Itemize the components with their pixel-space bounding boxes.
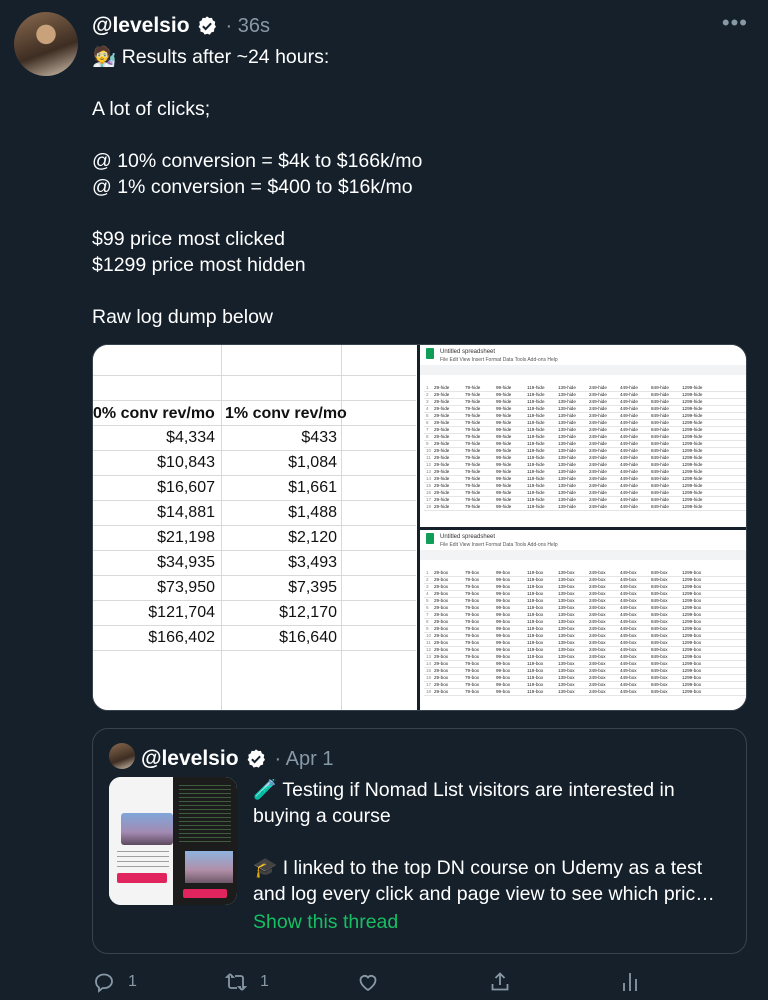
log-row: 3 29-box 79-box 99-box 119-box 139-box 249-box 449-box 849-box 1299-box: [424, 584, 747, 591]
rev-10pct-cell: $34,935: [157, 554, 215, 571]
rev-1pct-cell: $16,640: [279, 629, 337, 646]
log-row: 6 29-box 79-box 99-box 119-box 139-box 249-box 449-box 849-box 1299-box: [424, 605, 747, 612]
log-row: 2 29-box 79-box 99-box 119-box 139-box 249-box 449-box 849-box 1299-box: [424, 577, 747, 584]
hide-log-spreadsheet-image[interactable]: [420, 345, 747, 527]
log-row: 9 29-box 79-box 99-box 119-box 139-box 249-box 449-box 849-box 1299-box: [424, 626, 747, 633]
rev-1pct-cell: $1,661: [288, 479, 337, 496]
log-row: 8 29-hide 79-hide 99-hide 119-hide 139-hide 249-hide 449-hide 849-hide 1299-hide: [424, 434, 747, 441]
rev-10pct-cell: $16,607: [157, 479, 215, 496]
rev-1pct-cell: $1,084: [288, 454, 337, 471]
rev-10pct-cell: $4,334: [166, 429, 215, 446]
log-row: 6 29-hide 79-hide 99-hide 119-hide 139-hide 249-hide 449-hide 849-hide 1299-hide: [424, 420, 747, 427]
log-row: 13 29-box 79-box 99-box 119-box 139-box 249-box 449-box 849-box 1299-box: [424, 654, 747, 661]
rev-10pct-cell: $166,402: [148, 629, 215, 646]
box-log-spreadsheet-image[interactable]: [420, 530, 747, 711]
rev-1pct-cell: $3,493: [288, 554, 337, 571]
quoted-tweet[interactable]: [92, 728, 747, 954]
log-row: 16 29-box 79-box 99-box 119-box 139-box 249-box 449-box 849-box 1299-box: [424, 675, 747, 682]
log-row: 4 29-box 79-box 99-box 119-box 139-box 249-box 449-box 849-box 1299-box: [424, 591, 747, 598]
verified-badge-icon: [196, 15, 218, 37]
rev-10pct-cell: $121,704: [148, 604, 215, 621]
like-button[interactable]: [356, 970, 392, 994]
log-row: 3 29-hide 79-hide 99-hide 119-hide 139-hide 249-hide 449-hide 849-hide 1299-hide: [424, 399, 747, 406]
log-row: 14 29-box 79-box 99-box 119-box 139-box 249-box 449-box 849-box 1299-box: [424, 661, 747, 668]
quoted-display-name: @levelsio: [141, 747, 239, 770]
log-row: 9 29-hide 79-hide 99-hide 119-hide 139-hide 249-hide 449-hide 849-hide 1299-hide: [424, 441, 747, 448]
log-row: 10 29-box 79-box 99-box 119-box 139-box 249-box 449-box 849-box 1299-box: [424, 633, 747, 640]
log-row: 11 29-hide 79-hide 99-hide 119-hide 139-hide 249-hide 449-hide 849-hide 1299-hide: [424, 455, 747, 462]
log-row: 7 29-box 79-box 99-box 119-box 139-box 249-box 449-box 849-box 1299-box: [424, 612, 747, 619]
log-row: 8 29-box 79-box 99-box 119-box 139-box 249-box 449-box 849-box 1299-box: [424, 619, 747, 626]
tweet-media[interactable]: [92, 344, 747, 711]
log-row: 13 29-hide 79-hide 99-hide 119-hide 139-hide 249-hide 449-hide 849-hide 1299-hide: [424, 469, 747, 476]
log-row: 2 29-hide 79-hide 99-hide 119-hide 139-hide 249-hide 449-hide 849-hide 1299-hide: [424, 392, 747, 399]
analytics-button[interactable]: [618, 970, 642, 994]
log-row: 18 29-hide 79-hide 99-hide 119-hide 139-hide 249-hide 449-hide 849-hide 1299-hide: [424, 504, 747, 511]
toolbar: [420, 550, 747, 560]
log-row: 15 29-hide 79-hide 99-hide 119-hide 139-hide 249-hide 449-hide 849-hide 1299-hide: [424, 483, 747, 490]
log-row: 5 29-hide 79-hide 99-hide 119-hide 139-hide 249-hide 449-hide 849-hide 1299-hide: [424, 413, 747, 420]
quoted-text: 🧪 Testing if Nomad List visitors are interested in buying a course 🎓 I linked to the top DN course on Udemy as a test and log every click and page view to see which pric…: [253, 779, 715, 905]
log-row: 11 29-box 79-box 99-box 119-box 139-box 249-box 449-box 849-box 1299-box: [424, 640, 747, 647]
reply-icon: [92, 970, 116, 994]
log-row: 17 29-hide 79-hide 99-hide 119-hide 139-hide 249-hide 449-hide 849-hide 1299-hide: [424, 497, 747, 504]
quoted-author: [141, 747, 333, 771]
log-row: 12 29-box 79-box 99-box 119-box 139-box 249-box 449-box 849-box 1299-box: [424, 647, 747, 654]
log-row: 1 29-box 79-box 99-box 119-box 139-box 249-box 449-box 849-box 1299-box: [424, 570, 747, 577]
quoted-timestamp: · Apr 1: [274, 747, 334, 770]
quoted-media-thumbnail: [109, 777, 237, 905]
more-options-icon[interactable]: •••: [721, 10, 748, 35]
doc-title: Untitled spreadsheet: [440, 534, 496, 540]
log-grid: [424, 570, 747, 711]
show-thread-link[interactable]: Show this thread: [253, 911, 399, 933]
log-row: 17 29-box 79-box 99-box 119-box 139-box 249-box 449-box 849-box 1299-box: [424, 682, 747, 689]
log-row: 16 29-hide 79-hide 99-hide 119-hide 139-hide 249-hide 449-hide 849-hide 1299-hide: [424, 490, 747, 497]
tweet-text: 🧑‍🔬 Results after ~24 hours: A lot of clicks; @ 10% conversion = $4k to $166k/mo @ 1% conversion = $400 to $16k/mo $99 price most clicked $1299 price most hidden Raw log dump below: [92, 46, 423, 328]
rev-10pct-cell: $10,843: [157, 454, 215, 471]
revenue-spreadsheet-image[interactable]: [93, 345, 416, 711]
log-row: 1 29-hide 79-hide 99-hide 119-hide 139-hide 249-hide 449-hide 849-hide 1299-hide: [424, 385, 747, 392]
share-icon: [488, 970, 512, 994]
reply-button[interactable]: [92, 970, 137, 994]
rev-10pct-cell: $21,198: [157, 529, 215, 546]
quoted-author-avatar: [109, 743, 135, 769]
log-row: 4 29-hide 79-hide 99-hide 119-hide 139-hide 249-hide 449-hide 849-hide 1299-hide: [424, 406, 747, 413]
log-row: 5 29-box 79-box 99-box 119-box 139-box 249-box 449-box 849-box 1299-box: [424, 598, 747, 605]
sheets-icon: [426, 348, 434, 359]
rev-10pct-cell: $14,881: [157, 504, 215, 521]
toolbar: [420, 365, 747, 375]
rev-10pct-cell: $73,950: [157, 579, 215, 596]
header-10pct-rev: 0% conv rev/mo: [93, 405, 215, 422]
share-button[interactable]: [488, 970, 512, 994]
rev-1pct-cell: $1,488: [288, 504, 337, 521]
tweet-timestamp[interactable]: · 36s: [225, 14, 270, 37]
rev-1pct-cell: $2,120: [288, 529, 337, 546]
log-row: 14 29-hide 79-hide 99-hide 119-hide 139-hide 249-hide 449-hide 849-hide 1299-hide: [424, 476, 747, 483]
rev-1pct-cell: $433: [301, 429, 337, 446]
sheets-icon: [426, 533, 434, 544]
analytics-icon: [618, 970, 642, 994]
tweet-actions: [92, 966, 652, 1000]
heart-icon: [356, 970, 380, 994]
log-row: 18 29-box 79-box 99-box 119-box 139-box 249-box 449-box 849-box 1299-box: [424, 689, 747, 696]
log-row: 10 29-hide 79-hide 99-hide 119-hide 139-hide 249-hide 449-hide 849-hide 1299-hide: [424, 448, 747, 455]
tweet-header: [92, 12, 748, 40]
rev-1pct-cell: $12,170: [279, 604, 337, 621]
log-row: 15 29-box 79-box 99-box 119-box 139-box 249-box 449-box 849-box 1299-box: [424, 668, 747, 675]
doc-title: Untitled spreadsheet: [440, 349, 496, 355]
reply-count: 1: [128, 973, 137, 990]
log-row: 12 29-hide 79-hide 99-hide 119-hide 139-hide 249-hide 449-hide 849-hide 1299-hide: [424, 462, 747, 469]
doc-menu: File Edit View Insert Format Data Tools Add-ons Help: [440, 542, 558, 548]
author-avatar[interactable]: [14, 12, 78, 76]
log-row: 7 29-hide 79-hide 99-hide 119-hide 139-hide 249-hide 449-hide 849-hide 1299-hide: [424, 427, 747, 434]
retweet-icon: [224, 970, 248, 994]
log-grid: [424, 385, 747, 527]
display-name[interactable]: @levelsio: [92, 14, 190, 37]
retweet-button[interactable]: [224, 970, 269, 994]
header-1pct-rev: 1% conv rev/mo: [225, 405, 347, 422]
verified-badge-icon: [245, 748, 267, 770]
doc-menu: File Edit View Insert Format Data Tools Add-ons Help: [440, 357, 558, 363]
retweet-count: 1: [260, 973, 269, 990]
rev-1pct-cell: $7,395: [288, 579, 337, 596]
